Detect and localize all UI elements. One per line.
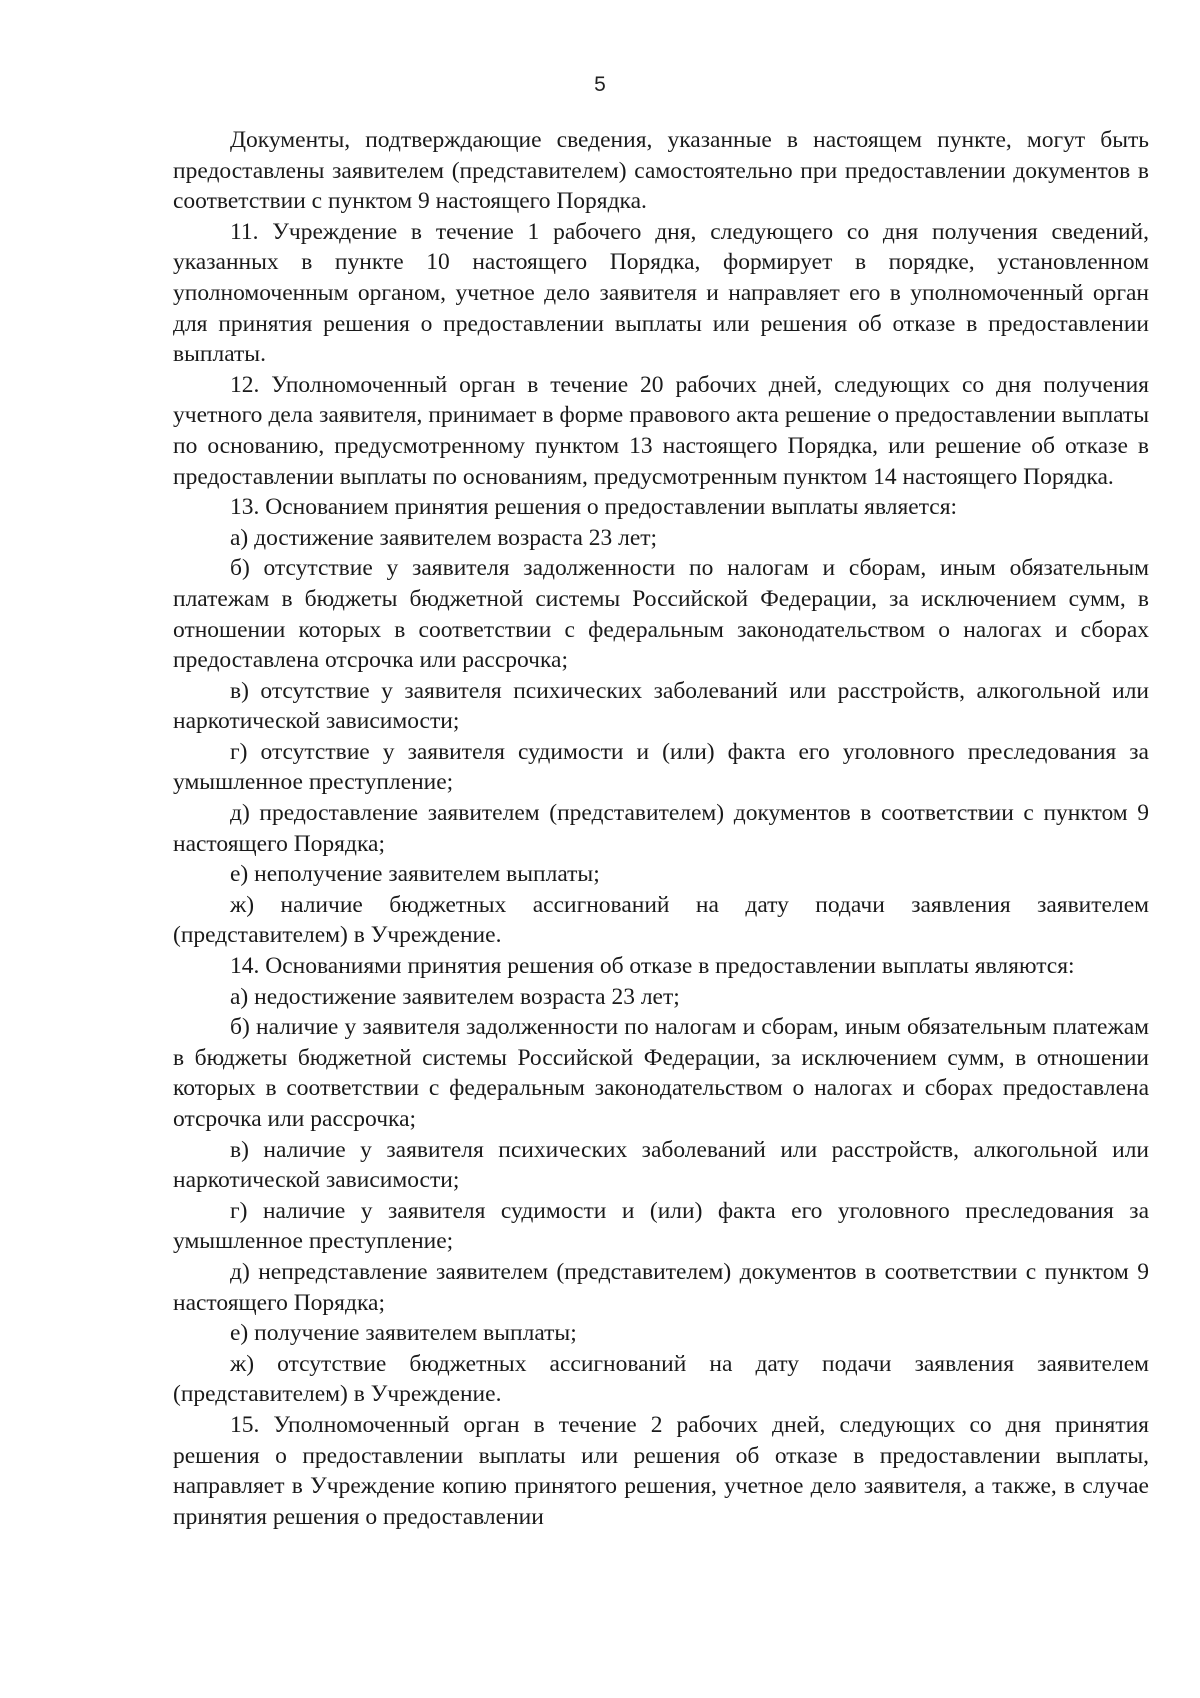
paragraph-item-13-d: д) предоставление заявителем (представителем) документов в соответствии с пунктом 9 настоящего Порядка; (173, 800, 1149, 857)
paragraph-item-13: 13. Основанием принятия решения о предоставлении выплаты является: (230, 494, 958, 521)
paragraph-item-14-e: е) получение заявителем выплаты; (230, 1320, 577, 1347)
paragraph-item-14-v: в) наличие у заявителя психических заболеваний или расстройств, алкогольной или наркотической зависимости; (173, 1136, 1149, 1194)
paragraph-item-13-g: г) отсутствие у заявителя судимости и (или) факта его уголовного преследования за умышленное преступление; (173, 738, 1149, 796)
paragraph-item-13-zh: ж) наличие бюджетных ассигнований на дату подачи заявления заявителем (представителем) в Учреждение. (173, 891, 1149, 949)
paragraph-item-13-a: а) достижение заявителем возраста 23 лет; (230, 524, 658, 551)
paragraph-item-11: 11. Учреждение в течение 1 рабочего дня, следующего со дня получения сведений, указанных в пункте 10 настоящего Порядка, формирует в порядке, установленном уполномоченным органом, учетное дело заявителя и направляет его в уполномоченный орган для принятия решения о предоставлении выплаты или решения об отказе в предоставлении выплаты. (173, 218, 1149, 368)
paragraph-item-14-g: г) наличие у заявителя судимости и (или) факта его уголовного преследования за умышленное преступление; (173, 1197, 1149, 1255)
paragraph-item-14-d: д) непредставление заявителем (представителем) документов в соответствии с пунктом 9 настоящего Порядка; (173, 1258, 1149, 1316)
paragraph-item-13-e: е) неполучение заявителем выплаты; (230, 861, 600, 888)
page-number: 5 (594, 73, 606, 96)
paragraph-item-14-b: б) наличие у заявителя задолженности по налогам и сборам, иным обязательным платежам в бюджеты бюджетной системы Российской Федерации, за исключением сумм, в отношении которых в соответствии с федеральным законодательством о налогах и сборах предоставлена отсрочка или рассрочка; (173, 1014, 1149, 1132)
document-body (173, 125, 1149, 1532)
paragraph-item-14-zh: ж) отсутствие бюджетных ассигнований на дату подачи заявления заявителем (представителем) в Учреждение. (173, 1350, 1149, 1408)
paragraph-item-13-b: б) отсутствие у заявителя задолженности по налогам и сборам, иным обязательным платежам в бюджеты бюджетной системы Российской Федерации, за исключением сумм, в отношении которых в соответствии с федеральным законодательством о налогах и сборах предоставлена отсрочка или рассрочка; (173, 555, 1149, 674)
paragraph-documents-confirming: Документы, подтверждающие сведения, указанные в настоящем пункте, могут быть предоставлены заявителем (представителем) самостоятельно при предоставлении документов в соответствии с пунктом 9 настоящего Порядка. (173, 127, 1149, 215)
paragraph-item-14-a: а) недостижение заявителем возраста 23 лет; (230, 983, 680, 1010)
paragraph-item-14: 14. Основаниями принятия решения об отказе в предоставлении выплаты являются: (230, 953, 1075, 980)
paragraph-item-15: 15. Уполномоченный орган в течение 2 рабочих дней, следующих со дня принятия решения о предоставлении выплаты или решения об отказе в предоставлении выплаты, направляет в Учреждение копию принятого решения, учетное дело заявителя, а также, в случае принятия решения о предоставлении (173, 1411, 1149, 1530)
paragraph-item-12: 12. Уполномоченный орган в течение 20 рабочих дней, следующих со дня получения учетного дела заявителя, принимает в форме правового акта решение о предоставлении выплаты по основанию, предусмотренному пунктом 13 настоящего Порядка, или решение об отказе в предоставлении выплаты по основаниям, предусмотренным пунктом 14 настоящего Порядка. (173, 371, 1149, 490)
paragraph-item-13-v: в) отсутствие у заявителя психических заболеваний или расстройств, алкогольной или наркотической зависимости; (173, 677, 1149, 735)
